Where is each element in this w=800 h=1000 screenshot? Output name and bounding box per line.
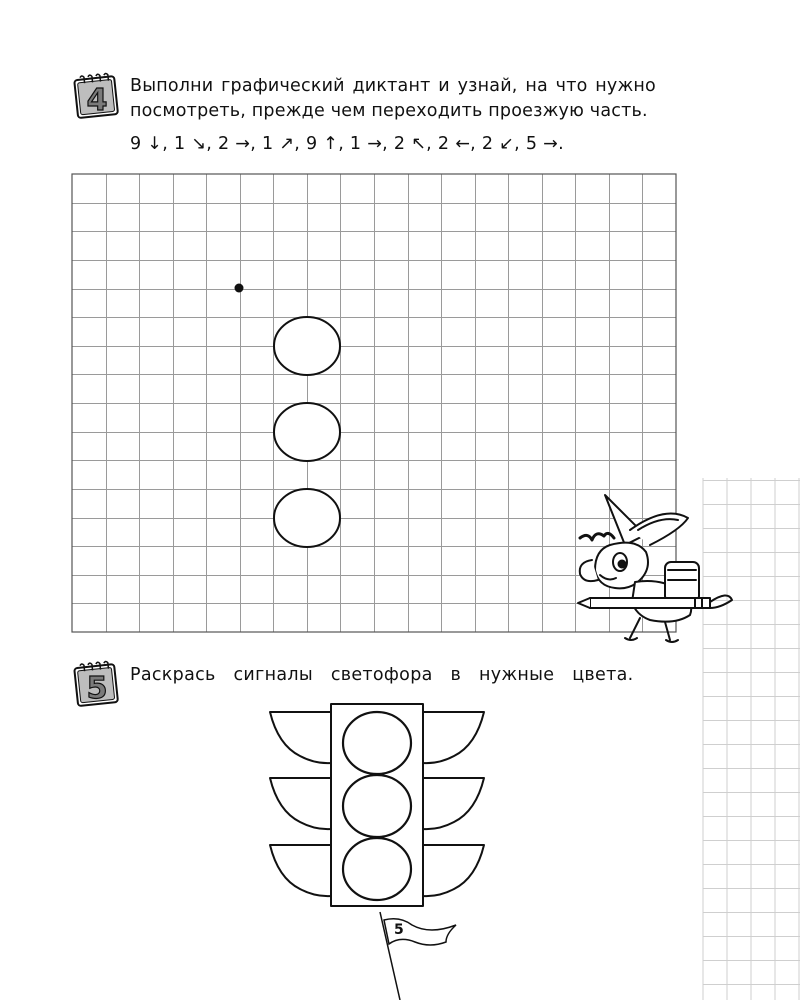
page-number: 5 bbox=[394, 922, 404, 938]
visor-left-top bbox=[270, 712, 331, 763]
task-4-dictation: 9 ↓, 1 ↘, 2 →, 1 ↗, 9 ↑, 1 →, 2 ↖, 2 ←, 2 ↙, 5 →. bbox=[130, 134, 564, 154]
visor-left-bottom bbox=[270, 845, 331, 896]
signal-middle-circle[interactable] bbox=[343, 775, 411, 837]
task-4-instruction-line-2: посмотреть, прежде чем переходить проезжую часть. bbox=[130, 101, 648, 121]
task-5-number: 5 bbox=[86, 671, 108, 706]
visor-right-top bbox=[423, 712, 484, 763]
task-4-number: 4 bbox=[86, 83, 108, 118]
task-4-instruction-line-1: Выполни графический диктант и узнай, на что нужно bbox=[130, 76, 656, 96]
visor-left-middle bbox=[270, 778, 331, 829]
signal-bottom-circle[interactable] bbox=[343, 838, 411, 900]
visor-right-bottom bbox=[423, 845, 484, 896]
task-5-instruction: Раскрась сигналы светофора в нужные цвета. bbox=[130, 665, 634, 685]
page-flag-icon bbox=[380, 912, 456, 1000]
signal-top-circle[interactable] bbox=[343, 712, 411, 774]
visor-right-middle bbox=[423, 778, 484, 829]
